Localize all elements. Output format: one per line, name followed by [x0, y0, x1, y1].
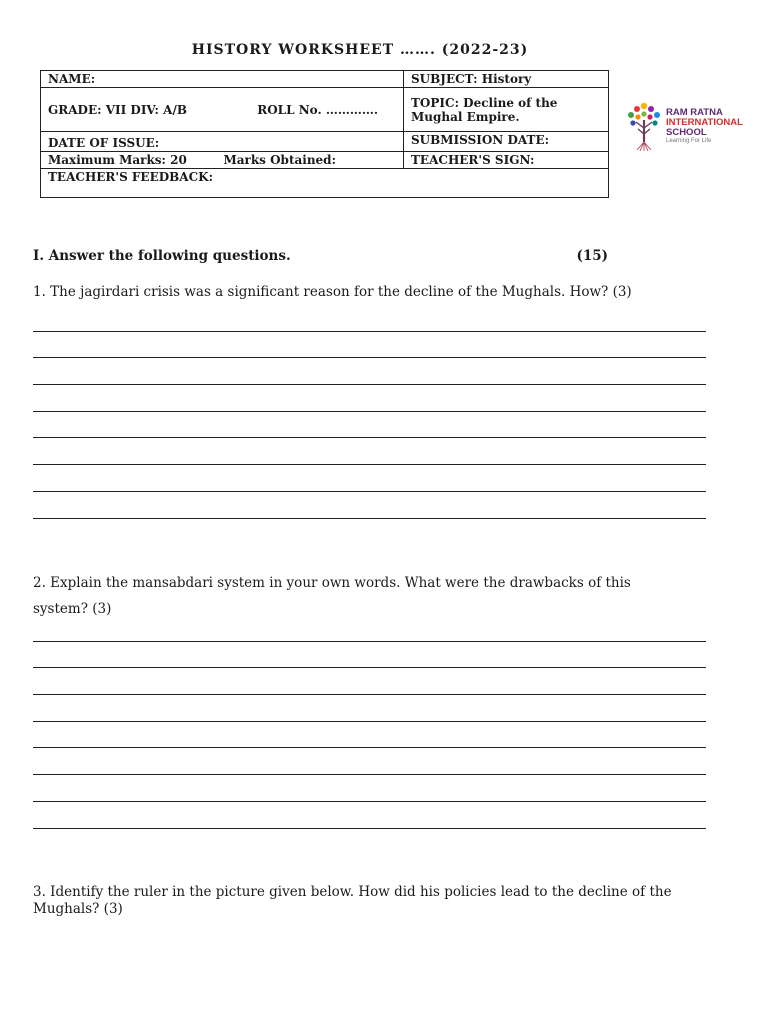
worksheet-title: HISTORY WORKSHEET ……. (2022-23)	[191, 42, 529, 58]
answer-line[interactable]	[33, 358, 706, 385]
topic-cell: TOPIC: Decline of the Mughal Empire.	[404, 88, 609, 132]
teacher-feedback-cell: TEACHER'S FEEDBACK:	[41, 168, 609, 197]
roll-no-label: ROLL No. ………….	[257, 102, 378, 117]
student-info-table	[40, 70, 609, 198]
section-marks: (15)	[576, 248, 608, 264]
section-title: I. Answer the following questions.	[33, 248, 291, 264]
question-3: 3. Identify the ruler in the picture given below. How did his policies lead to the decline of the Mughals? (3)	[33, 884, 672, 917]
marks-cell	[41, 151, 404, 168]
maximum-marks-label: Maximum Marks: 20	[48, 152, 187, 167]
answer-line[interactable]	[33, 615, 706, 642]
submission-date-cell: SUBMISSION DATE:	[404, 132, 609, 151]
answer-line[interactable]	[33, 465, 706, 492]
teacher-sign-cell: TEACHER'S SIGN:	[404, 151, 609, 168]
question-2-line-2: system? (3)	[33, 601, 112, 617]
answer-lines-1[interactable]	[33, 305, 706, 519]
answer-line[interactable]	[33, 385, 706, 412]
answer-line[interactable]	[33, 492, 706, 519]
subject-cell: SUBJECT: History	[404, 71, 609, 88]
answer-line[interactable]	[33, 668, 706, 695]
answer-line[interactable]	[33, 695, 706, 722]
answer-line[interactable]	[33, 305, 706, 332]
marks-obtained-label: Marks Obtained:	[223, 152, 336, 167]
grade-roll-cell	[41, 88, 404, 132]
answer-line[interactable]	[33, 748, 706, 775]
tree-of-hands-icon	[624, 98, 664, 152]
question-1: 1. The jagirdari crisis was a significant reason for the decline of the Mughals. How? (3)	[33, 284, 632, 300]
name-cell: NAME:	[41, 71, 404, 88]
grade-div-label: GRADE: VII DIV: A/B	[48, 102, 187, 117]
answer-line[interactable]	[33, 438, 706, 465]
school-logo	[624, 98, 754, 154]
answer-line[interactable]	[33, 802, 706, 829]
answer-line[interactable]	[33, 332, 706, 359]
school-tagline: Learning For Life	[666, 138, 712, 144]
question-2-line-1: 2. Explain the mansabdari system in your own words. What were the drawbacks of this	[33, 575, 631, 591]
answer-lines-2[interactable]	[33, 615, 706, 829]
answer-line[interactable]	[33, 722, 706, 749]
answer-line[interactable]	[33, 642, 706, 669]
date-of-issue-cell: DATE OF ISSUE:	[41, 132, 404, 151]
answer-line[interactable]	[33, 412, 706, 439]
school-name: RAM RATNA INTERNATIONAL SCHOOL	[666, 107, 743, 138]
answer-line[interactable]	[33, 775, 706, 802]
section-heading	[33, 248, 608, 264]
